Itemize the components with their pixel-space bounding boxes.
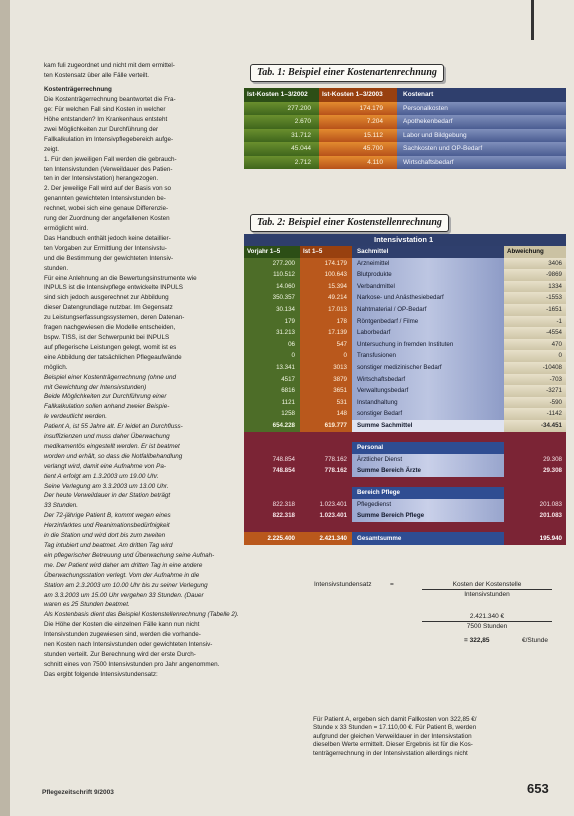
text-line: zeigt. [44,145,60,153]
text-line: Tag intubiert und beatmet. Am dritten Tag wird [44,542,173,549]
text-line: Kostenträgerrechnung [44,86,112,94]
text-line: insuffizienzen und muss daher Überwachung [44,433,170,441]
text-line: le verdeutlicht werden. [44,413,108,421]
text-line: ten Kostensatz über alle Fälle verteilt. [44,71,150,79]
table2-sachmittel-sum-row [244,420,566,432]
text-line: 2. Der jeweilige Fall wird auf der Basis von so [44,185,172,193]
table1-cell: Apothekenbedarf [397,115,566,129]
table2-row [244,304,566,316]
table1-title: Tab. 1: Beispiel einer Kostenartenrechnung [250,64,444,82]
text-line: zu Leistungserfassungssystemen, deren Datenan- [44,314,185,322]
text-line: ten Intensivstunden (Verweildauer des Patien- [44,165,173,173]
table2-cell: Verbandmittel [352,281,504,293]
table2-cell: 110.512 [244,269,300,281]
text-line: Station am 2.3.2003 um 10.00 Uhr bis zu seiner Verlegung [44,581,208,589]
table2-row [244,408,566,420]
sum-cell: Summe Sachmittel [352,420,504,432]
table2-row [244,499,566,511]
table1-cell: 7.204 [319,115,397,129]
text-line: Für Patient A, ergeben sich damit Fallkosten von 322,85 €/ [313,716,477,723]
formula-lhs: Intensivstundensatz [314,581,372,588]
table1-cell: 2.670 [244,115,319,129]
table2-cell: 1258 [244,408,300,420]
pflege-section-header [244,487,566,499]
text-line: Der 72-jährige Patient B, kommt wegen eines [44,512,171,520]
table2-grand-total-row [244,532,566,545]
table2-row [244,316,566,328]
text-line: ten in der Intensivstation) herangezogen. [44,175,159,183]
table2-personal-body [244,454,566,466]
text-line: INPULS ist die Intensivpflege entwickelte INPULS [44,284,183,292]
text-line: 33 Stunden. [44,502,78,510]
table1-cell: 174.179 [319,102,397,116]
table2-cell: 1.023.401 [300,499,352,511]
sum-cell: Summe Bereich Pflege [352,510,504,522]
table2-row [244,258,566,270]
table2-cell: -1142 [504,408,566,420]
text-line: Herzinfarktes und Reanimationsbedürfnigkeit [44,522,170,530]
text-line: genannten gewichteten Intensivstunden be- [44,195,166,203]
table2-cell: 49.214 [300,292,352,304]
table1-cell: 31.712 [244,129,319,143]
table2-cell: 17.013 [300,304,352,316]
table2-cell: 531 [300,397,352,409]
table2-cell: Narkose- und Anästhesiebedarf [352,292,504,304]
table2-cell: 17.139 [300,327,352,339]
cost-center-table [244,234,566,545]
section-spacer [244,477,566,487]
sum-cell: 654.228 [244,420,300,432]
table2-row [244,454,566,466]
text-line: eine Abbildung der tatsächlichen Pflegeaufwände [44,353,182,361]
text-line: tenträgerrechnung in der Intensivstation allerdings nicht [313,749,468,757]
text-line: ermöglicht wird. [44,225,89,232]
text-line: medikamentös eingestellt werden. Er ist beatmet [44,442,180,450]
table2-cell: 3013 [300,362,352,374]
text-line: und die Bestimmung der gewichteten Intensiv- [44,254,174,262]
sum-cell: 29.308 [504,465,566,477]
text-line: worden und erhält, so dass die Notfallbehandlung [44,452,183,460]
text-line: Fallkalkulation sollen anhand zweier Beispie- [44,403,170,411]
table2-cell: 0 [244,350,300,362]
text-line: mit Gewichtung der Intensivstunden) [44,383,147,391]
table2-cell: 201.083 [504,499,566,511]
sum-cell: 201.083 [504,510,566,522]
formula-equals: = [390,581,394,588]
table2-cell: 148 [300,408,352,420]
table2-cell: 100.643 [300,269,352,281]
text-line: Die Kostenträgerrechnung beantwortet die Fra- [44,96,176,104]
table2-cell: 1121 [244,397,300,409]
table2-cell: 178 [300,316,352,328]
table2-row [244,292,566,304]
text-line: tient A erfolgt am 1.3.2003 um 19.00 Uhr. [44,472,159,480]
table2-pflege-sum-row [244,510,566,522]
table2-cell: sonstiger medizinischer Bedarf [352,362,504,374]
text-line: bspw. TISS, ist der Schwerpunkt bei INPULS [44,333,170,341]
table2-header-cell: Vorjahr 1–5 [244,246,300,258]
text-line: dieselben Werte ermittelt. Dieser Ergebnis ist für die Kos- [313,741,473,749]
intensive-hour-rate-formula [314,581,564,651]
table2-cell: 30.134 [244,304,300,316]
table2-cell: Arzneimittel [352,258,504,270]
table2-cell: Ärztlicher Dienst [352,454,504,466]
table2-cell: 29.308 [504,454,566,466]
table1-cell: 45.700 [319,142,397,156]
text-line: Das Handbuch enthält jedoch keine detaillier- [44,234,171,242]
table2-row [244,339,566,351]
table2-cell: -9869 [504,269,566,281]
personal-section-header [244,442,566,454]
table2-cell: sonstiger Bedarf [352,408,504,420]
text-line: Für eine Anlehnung an die Bewertungsinstrumente wie [44,274,197,282]
text-line: sind sich jedoch ausgerechnet zur Abbildung [44,294,169,302]
table1-row [244,115,566,129]
table2-cell: Wirtschaftsbedarf [352,374,504,386]
sum-cell: 748.854 [244,465,300,477]
text-line: Seine Verlegung am 3.3.2003 um 13.00 Uhr. [44,482,169,490]
table2-row [244,362,566,374]
table2-row [244,281,566,293]
formula-numerator: Kosten der Kostenstelle [422,581,552,590]
section-label: Bereich Pflege [352,487,504,499]
text-line: Höhe entstanden? Im Krankenhaus entsteht [44,116,168,124]
grand-cell: Gesamtsumme [352,532,504,545]
table1-cell: 4.110 [319,156,397,170]
table2-cell: 0 [300,350,352,362]
text-line: Die Höhe der Kosten die einzelnen Fälle kann nun nicht [44,621,200,629]
text-line: am 3.3.2003 um 15.00 Uhr vergehen 33 Stunden. (Dauer [44,591,204,599]
table2-header-cell: Ist 1–5 [300,246,352,258]
text-line: fragen nachgewiesen die Modelle entscheiden, [44,324,176,332]
table2-cell: 15.394 [300,281,352,293]
table2-cell: -1 [504,316,566,328]
table2-cell: Pflegedienst [352,499,504,511]
text-line: Fallkalkulation im Intensivpflegebereich aufge- [44,135,174,143]
text-line: Stunde x 33 Stunden = 17.110,00 €. Für Patient B, werden [313,724,477,732]
table2-cell: -1553 [504,292,566,304]
text-line: Als Kostenbasis dient das Beispiel Kostenstellenrechnung (Tabelle 2). [44,611,239,619]
text-line: 1. Für den jeweiligen Fall werden die gebrauch- [44,155,177,163]
table1-cell: Labor und Bildgebung [397,129,566,143]
text-line: waren es 25 Stunden beatmet. [44,601,130,609]
table2-cell: Nahtmaterial / OP-Bedarf [352,304,504,316]
text-line: Patient A, ist 55 Jahre alt. Er leidet an Durchfluss- [44,423,183,431]
table2-cell: 350.357 [244,292,300,304]
table2-pflege-body [244,499,566,511]
table2-sachmittel-body [244,258,566,420]
table1-cell: Personalkosten [397,102,566,116]
text-line: rung der Zuordnung der angefallenen Kosten [44,215,170,223]
table1-header-cell: Kostenart [397,88,566,102]
grand-cell: 195.940 [504,532,566,545]
table1-row [244,156,566,170]
text-line: nen Kosten nach Intensivstunden oder gewichteten Intensiv- [44,641,213,649]
table2-cell: Laborbedarf [352,327,504,339]
table2-cell: -10408 [504,362,566,374]
table1-cell: Sachkosten und OP-Bedarf [397,142,566,156]
table2-cell: Blutprodukte [352,269,504,281]
table1-cell: Wirtschaftsbedarf [397,156,566,170]
table2-header-cell: Sachmittel [352,246,504,258]
table2-cell: 277.200 [244,258,300,270]
text-line: rechnet, wobei sich eine genaue Differenzie- [44,205,169,213]
text-line: stunden. [44,264,69,272]
text-line: ten Vorgaben zur Ermittlung der Intensivstu- [44,244,167,252]
table2-cell: Transfusionen [352,350,504,362]
table2-cell: 547 [300,339,352,351]
formula-numerator-value: 2.421.340 € [422,613,552,622]
table2-cell: 822.318 [244,499,300,511]
table2-cell: Instandhaltung [352,397,504,409]
text-line: Das ergibt folgende Intensivstundensatz: [44,670,158,678]
table2-row [244,374,566,386]
text-line: Intensivstunden zugewiesen sind, werden die vorhande- [44,631,201,639]
table2-cell: 06 [244,339,300,351]
table1-row [244,129,566,143]
formula-result-unit: €/Stunde [522,637,549,644]
sum-cell: 822.318 [244,510,300,522]
table1-row [244,102,566,116]
table2-cell: -590 [504,397,566,409]
table2-title: Tab. 2: Beispiel einer Kostenstellenrechnung [250,214,449,232]
page-edge [0,0,10,816]
table2-cell: 13.341 [244,362,300,374]
table2-cell: 174.179 [300,258,352,270]
sum-cell: Summe Bereich Ärzte [352,465,504,477]
table2-personal-sum-row [244,465,566,477]
table2-header-row [244,246,566,258]
sum-cell: 1.023.401 [300,510,352,522]
table2-cell: -3271 [504,385,566,397]
table2-cell: 179 [244,316,300,328]
table2-row [244,397,566,409]
text-line: auf pflegerische Leistungen gelegt, womit ist es [44,343,177,351]
table2-row [244,350,566,362]
table2-cell: -703 [504,374,566,386]
table2-cell: 0 [504,350,566,362]
table2-cell: Röntgenbedarf / Filme [352,316,504,328]
table2-header-cell: Abweichung [504,246,566,258]
grand-cell: 2.421.340 [300,532,352,545]
section-spacer [244,522,566,532]
text-line: zwei Möglichkeiten zur Durchführung der [44,125,159,133]
table1-cell: 45.044 [244,142,319,156]
table2-cell: 3406 [504,258,566,270]
sum-cell: 619.777 [300,420,352,432]
table1-cell: 277.200 [244,102,319,116]
section-label: Personal [352,442,504,454]
text-line: Der heute Verweildauer in der Station beträgt [44,492,171,500]
table2-station-band: Intensivstation 1 [244,234,566,246]
text-line: möglich. [44,363,68,371]
sum-cell: -34.451 [504,420,566,432]
table2-row [244,327,566,339]
page-number: 653 [527,781,549,796]
text-line: ein pflegerischer Betreuung und Überwachung seine Aufnah- [44,551,215,559]
text-line: Beide Möglichkeiten zur Durchführung einer [44,393,167,401]
table2-cell: 3651 [300,385,352,397]
text-line: stunden verteilt. Zur Berechnung wird der erste Durch- [44,650,196,658]
text-line: Beispiel einer Kostenträgerrechnung (ohne und [44,373,176,381]
table1-header-cell: Ist-Kosten 1–3/2002 [244,88,319,102]
journal-footer: Pflegezeitschrift 9/2003 [42,789,114,796]
table2-row [244,385,566,397]
formula-denominator: Intensivstunden [464,591,510,598]
table2-cell: 3879 [300,374,352,386]
table1-cell: 2.712 [244,156,319,170]
text-line: Überwachungsstation verlegt. Vom der Aufnahme in die [44,571,200,579]
section-spacer [244,432,566,442]
text-line: ge: Für welchen Fall sind Kosten in welcher [44,106,166,114]
table2-cell: 748.854 [244,454,300,466]
text-line: aufgrund der gleichen Verweildauer in der Intensivstation [313,732,472,740]
formula-denominator-value: 7500 Stunden [466,623,508,630]
table2-row [244,269,566,281]
left-text-column [44,62,240,681]
table2-cell: 778.162 [300,454,352,466]
table2-cell: 470 [504,339,566,351]
right-text-paragraph [313,716,565,758]
text-line: me. Der Patient wird daher am dritten Tag in eine andere [44,561,203,569]
text-line: kam fuli zugeordnet und nicht mit dem ermittel- [44,62,175,69]
table1-cell: 15.112 [319,129,397,143]
table1-header-row [244,88,566,102]
table2-cell: 4517 [244,374,300,386]
table2-cell: 1334 [504,281,566,293]
table2-cell: 14.060 [244,281,300,293]
text-line: in die Station und wird dort bis zum zweiten [44,532,166,540]
table2-cell: Verwaltungsbedarf [352,385,504,397]
table2-cell: 6816 [244,385,300,397]
formula-result: = 322,85 [464,637,490,644]
table2-cell: -1651 [504,304,566,316]
text-line: verlangt wird, damit eine Aufnahme von Pa- [44,462,166,470]
sum-cell: 778.162 [300,465,352,477]
table1-header-cell: Ist-Kosten 1–3/2003 [319,88,397,102]
grand-cell: 2.225.400 [244,532,300,545]
page-marker-rule [531,0,534,40]
text-line: schnitt eines von 7500 Intensivstunden pro Jahr angenommen. [44,660,220,668]
table2-cell: Untersuchung in fremden Instituten [352,339,504,351]
cost-type-table [244,88,566,169]
table2-cell: 31.213 [244,327,300,339]
text-line: dieser Datengrundlage nutzbar. Im Gegensatz [44,304,173,312]
table1-row [244,142,566,156]
table2-cell: -4554 [504,327,566,339]
